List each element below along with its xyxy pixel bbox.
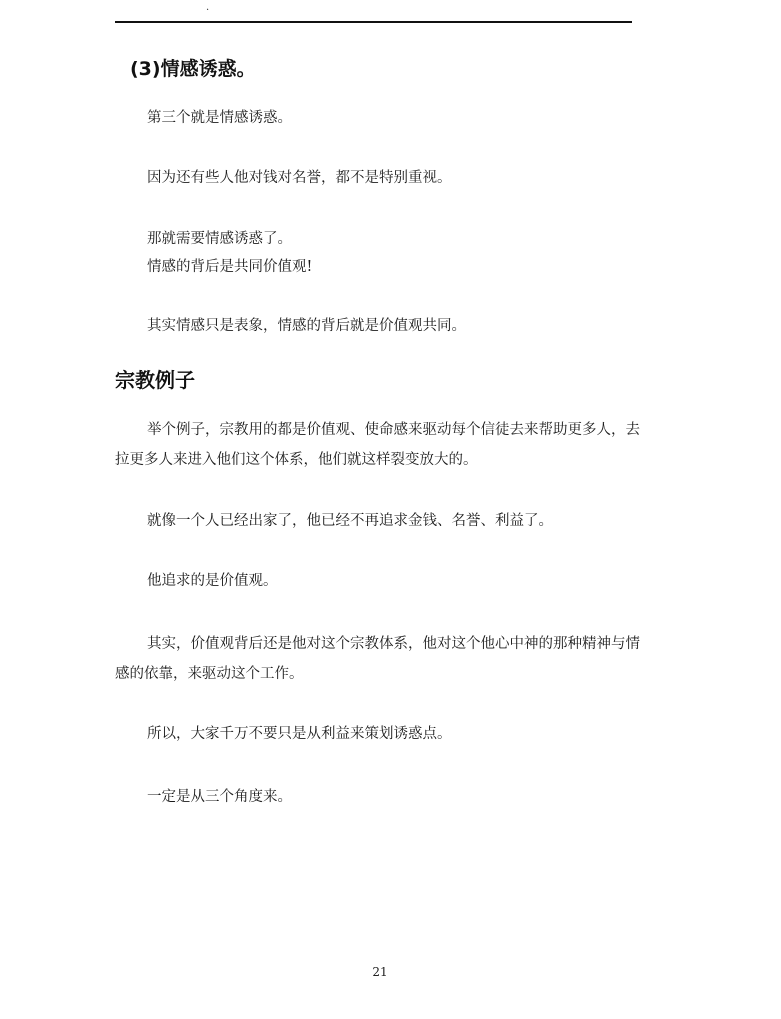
- paragraph: 举个例子，宗教用的都是价值观、使命感来驱动每个信徒去来帮助更多人，去拉更多人来进入他们这个体系，他们就这样裂变放大的。: [115, 422, 640, 468]
- paragraph: 就像一个人已经出家了，他已经不再追求金钱、名誉、利益了。: [147, 513, 553, 529]
- page-number: 21: [372, 965, 388, 979]
- subheading-emotional-temptation: (3)情感诱惑。: [130, 58, 256, 80]
- paragraph: 一定是从三个角度来。: [147, 789, 292, 805]
- header-mark: .: [206, 2, 210, 13]
- paragraph: 第三个就是情感诱惑。: [147, 110, 292, 126]
- paragraph: 其实，价值观背后还是他对这个宗教体系，他对这个他心中神的那种精神与情感的依靠，来驱动这个工作。: [115, 636, 640, 682]
- paragraph: 他追求的是价值观。: [147, 573, 278, 589]
- section-heading-religion-example: 宗教例子: [115, 368, 195, 392]
- paragraph: 情感的背后是共同价值观!: [147, 259, 313, 275]
- header-rule: [115, 21, 632, 23]
- paragraph: 所以，大家千万不要只是从利益来策划诱惑点。: [147, 726, 452, 742]
- paragraph: 那就需要情感诱惑了。: [147, 231, 292, 247]
- paragraph: 其实情感只是表象，情感的背后就是价值观共同。: [147, 318, 466, 334]
- paragraph: 因为还有些人他对钱对名誉，都不是特别重视。: [147, 170, 452, 186]
